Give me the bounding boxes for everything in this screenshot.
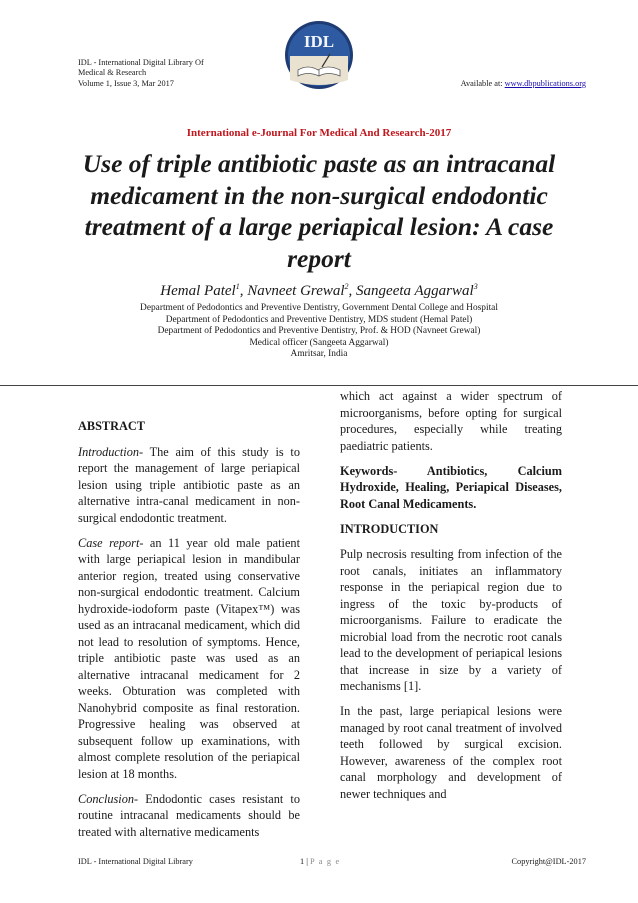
affiliation-line: Department of Pedodontics and Preventive Dentistry, MDS student (Hemal Patel) [165, 314, 473, 325]
introduction-paragraph: In the past, large periapical lesions were managed by root canal treatment of involved teeth followed by surgical excision. However, awareness of the complex root canal morphology and development of newer techniques and [340, 704, 562, 801]
abstract-conclusion [78, 791, 300, 841]
abstract-heading: ABSTRACT [78, 419, 145, 433]
header-line-3: Volume 1, Issue 3, Mar 2017 [78, 78, 174, 88]
publisher-link[interactable]: www.dbpublications.org [504, 79, 586, 88]
idl-logo [284, 20, 354, 90]
left-column [78, 418, 300, 849]
affiliation-line: Medical officer (Sangeeta Aggarwal) [249, 337, 389, 348]
footer-page-number [300, 857, 340, 866]
author-separator: , [239, 283, 248, 299]
conclusion-label: Conclusion- [78, 791, 139, 806]
footer-copyright: Copyright@IDL-2017 [511, 857, 586, 866]
abstract-introduction [78, 444, 300, 527]
footer-library: IDL - International Digital Library [78, 857, 193, 866]
page-separator: | [304, 857, 310, 866]
header-availability [461, 79, 586, 88]
page-number: 1 [300, 857, 305, 866]
author-affil-mark: 2 [344, 282, 349, 291]
header-line-2: Medical & Research [78, 68, 147, 78]
introduction-text: The aim of this study is to report the management of large periapical lesion using triple antibiotic paste as an alternative intra-canal medicament in non-surgical endodontic treatment. [78, 444, 300, 525]
author-affil-mark: 1 [235, 282, 240, 291]
journal-name: International e-Journal For Medical And Research-2017 [186, 127, 452, 139]
abstract-case-report [78, 535, 300, 783]
keywords: Keywords- Antibiotics, Calcium Hydroxide, Healing, Periapical Diseases, Root Canal Medicaments. [340, 463, 562, 511]
affiliation-line: Department of Pedodontics and Preventive Dentistry, Government Dental College and Hospital [140, 303, 498, 313]
available-label: Available at: [460, 79, 505, 88]
author-affil-mark: 3 [473, 282, 478, 291]
conclusion-text: Endodontic cases resistant to routine intracanal medicaments should be treated with alternative medicaments [78, 791, 300, 839]
affiliations [0, 303, 638, 361]
introduction-label: Introduction- [78, 444, 144, 459]
case-report-text: an 11 year old male patient with large periapical lesion in mandibular anterior region, treated using conservative non-surgical endodontic treatment. Calcium hydroxide-iodoform paste (Vitapex™) was used as an intracanal medicament, which did not lead to resolution of symptoms. Hence, triple antibiotic paste was used as an alternative intracanal medicament for 2 weeks. Obturation was completed with Nanohybrid composite as final restoration. Progressive healing was observed at subsequent follow up examinations, with almost complete resolution of the periapical lesion at 18 months. [78, 535, 300, 781]
header-divider [0, 385, 638, 386]
abstract-conclusion-continued: which act against a wider spectrum of microorganisms, before opting for surgical procedures, especially while treating paediatric patients. [340, 389, 562, 453]
header-journal-info [78, 58, 204, 89]
header-line-1: IDL - International Digital Library Of [78, 58, 204, 67]
author-separator: , [348, 283, 357, 299]
author-list [0, 282, 638, 300]
page-word: P a g e [309, 857, 341, 866]
affiliation-line: Amritsar, India [290, 349, 348, 360]
logo-text: IDL [303, 32, 335, 51]
introduction-paragraph: Pulp necrosis resulting from infection of the root canals, initiates an inflammatory response in the periapical region due to ingress of the toxic by-products of microorganisms. Failure to eradicate the microbial load from the necrotic root canals lead to the development of periapical lesions that increase in size by a variety of mechanisms [1]. [340, 547, 562, 693]
article-title: Use of triple antibiotic paste as an intracanal medicament in the non-surgical endodontic treatment of a large periapical lesion: A case report [82, 149, 556, 273]
author-name: Sangeeta Aggarwal [356, 283, 474, 299]
introduction-heading: INTRODUCTION [340, 521, 439, 536]
author-name: Navneet Grewal [247, 283, 345, 299]
affiliation-line: Department of Pedodontics and Preventive Dentistry, Prof. & HOD (Navneet Grewal) [157, 326, 481, 337]
right-column [340, 388, 562, 811]
case-report-label: Case report- [78, 535, 144, 550]
author-name: Hemal Patel [160, 283, 236, 299]
